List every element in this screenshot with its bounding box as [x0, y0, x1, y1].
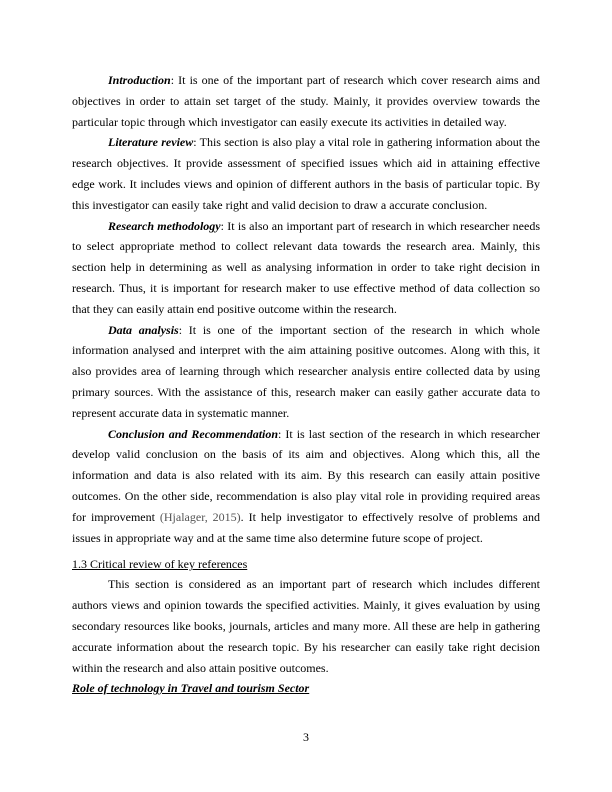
conclusion-text-before: : It is last section of the research in which researcher develop valid conclusion on the basis of its aim and objectives. Along which this, all the information and data is also related with its aim. By this research can easily attain positive outcomes. On the other side, recommendation is also play vital role in providing required areas for improvement: [72, 426, 540, 524]
research-methodology-text: : It is also an important part of research in which researcher needs to select appropriate method to collect relevant data towards the research area. Mainly, this section help in determining as well as analysing information in order to take right decision in research. Thus, it is important for research maker to use effective method of data collection so that they can easily attain end positive outcome within the research.: [72, 218, 541, 316]
literature-review-term: Literature review: [108, 135, 194, 150]
citation: (Hjalager, 2015): [159, 509, 241, 524]
role-of-technology-heading: Role of technology in Travel and tourism Sector: [72, 681, 310, 696]
data-analysis-paragraph: [72, 320, 540, 424]
introduction-text: : It is one of the important part of research which cover research aims and objectives in order to attain set target of the study. Mainly, it provides overview towards the particular topic through which investigator can easily execute its activities in detailed way.: [72, 73, 540, 129]
document-page: [72, 70, 540, 698]
critical-review-paragraph: This section is considered as an important part of research which includes different authors views and opinion towards the specified activities. Mainly, it gives evaluation by using secondary resources like books, journals, articles and many more. All these are help in gathering accurate information about the research topic. By his researcher can easily take right decision within the research and also attain positive outcomes.: [72, 577, 540, 675]
conclusion-text-after: . It help investigator to effectively resolve of problems and issues in appropriate way and at the same time also determine future scope of project.: [72, 509, 540, 545]
literature-review-text: : This section is also play a vital role in gathering information about the research objectives. It provide assessment of specified issues which aid in attaining effective edge work. It includes views and opinion of different authors in the basis of particular topic. By this investigator can easily take right and valid decision to draw a accurate conclusion.: [72, 135, 541, 212]
data-analysis-text: : It is one of the important section of the research in which whole information analysed and interpret with the aim attaining positive outcomes. Along with this, it also provides area of learning through which researcher analysis entire collected data by using primary sources. With the assistance of this, research maker can easily gather accurate data to represent accurate data in systematic manner.: [72, 322, 540, 420]
literature-review-paragraph: [72, 132, 540, 215]
data-analysis-term: Data analysis: [108, 322, 179, 337]
page-number: 3: [303, 730, 309, 744]
conclusion-term: Conclusion and Recommendation: [108, 426, 279, 441]
critical-review-heading: 1.3 Critical review of key references: [72, 557, 248, 572]
research-methodology-paragraph: [72, 216, 540, 320]
introduction-paragraph: [72, 70, 540, 132]
introduction-term: Introduction: [108, 73, 171, 87]
conclusion-paragraph: [72, 424, 540, 549]
research-methodology-term: Research methodology: [108, 218, 221, 233]
